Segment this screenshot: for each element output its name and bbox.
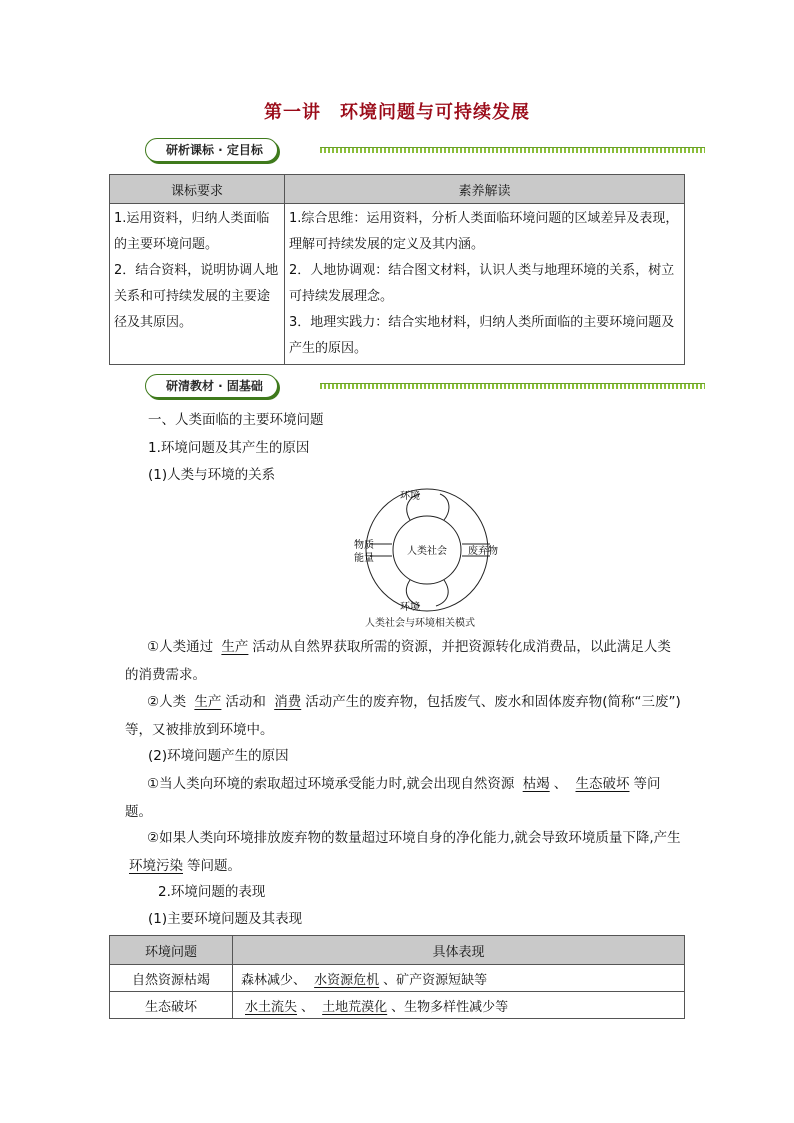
literacy-cell (285, 204, 685, 365)
section-banner-standards (145, 138, 705, 164)
text: ②人类 (147, 694, 191, 710)
text: ①当人类向环境的索取超过环境承受能力时,就会出现自然资源 (147, 776, 519, 792)
subheading: (1)人类与环境的关系 (148, 467, 276, 483)
text: 等问题。 (125, 776, 661, 820)
literacy-item: 3．地理实践力：结合实地材料，归纳人类所面临的主要环境问题及产生的原因。 (289, 315, 675, 356)
standards-cell (110, 204, 285, 365)
paragraph-2 (125, 688, 683, 744)
standard-item: 2．结合资料，说明协调人地关系和可持续发展的主要途径及其原因。 (114, 263, 279, 330)
text: 活动和 (225, 694, 271, 710)
diagram-label-bottom: 环境 (400, 602, 420, 613)
issue-name: 生态破坏 (110, 992, 233, 1019)
diagram-label-waste: 废弃物 (468, 546, 498, 557)
table-header: 环境问题 (110, 936, 233, 965)
diagram-label-top: 环境 (400, 491, 420, 502)
issue-detail (233, 992, 685, 1019)
issue-name: 自然资源枯竭 (110, 965, 233, 992)
page-title: 第一讲 环境问题与可持续发展 (264, 102, 530, 123)
table-header: 素养解读 (285, 175, 685, 204)
paragraph-4 (125, 824, 683, 880)
subheading: (1)主要环境问题及其表现 (148, 911, 303, 927)
fill-blank: 水土流失 (245, 999, 298, 1015)
standard-item: 1.运用资料，归纳人类面临的主要环境问题。 (114, 211, 270, 252)
fill-blank: 土地荒漠化 (322, 999, 388, 1015)
section-banner-textbook (145, 374, 705, 400)
subheading: 1.环境问题及其产生的原因 (148, 440, 310, 456)
banner-label: 研析课标 · 定目标 (145, 138, 278, 162)
table-row (110, 965, 685, 992)
table-row (110, 992, 685, 1019)
banner-divider (320, 147, 705, 153)
text: 、生物多样性减少等 (391, 999, 509, 1015)
literacy-item: 2．人地协调观：结合图文材料，认识人类与地理环境的关系，树立可持续发展理念。 (289, 263, 675, 304)
fill-blank: 水资源危机 (314, 972, 380, 988)
text: 森林减少、 (241, 972, 311, 988)
text: ②如果人类向环境排放废弃物的数量超过环境自身的净化能力,就会导致环境质量下降,产生 (147, 830, 681, 846)
text: 、 (301, 999, 319, 1015)
table-header: 课标要求 (110, 175, 285, 204)
fill-blank: 生态破坏 (575, 776, 630, 792)
diagram-label-energy: 能量 (354, 553, 374, 564)
subheading: 2.环境问题的表现 (158, 884, 266, 900)
paragraph-1 (125, 633, 683, 689)
issue-detail (233, 965, 685, 992)
text: 活动产生的废弃物，包括废气、废水和固体废弃物(简称“三废”)等，又被排放到环境中。 (125, 694, 681, 738)
fill-blank: 生产 (221, 639, 249, 655)
paragraph-3 (125, 770, 683, 826)
diagram-caption: 人类社会与环境相关模式 (365, 618, 475, 629)
text: 等问题。 (187, 858, 241, 874)
text: ①人类通过 (147, 639, 218, 655)
diagram-label-material: 物质 (354, 540, 374, 551)
table-header: 具体表现 (233, 936, 685, 965)
text: 活动从自然界获取所需的资源，并把资源转化成消费品，以此满足人类的消费需求。 (125, 639, 671, 683)
human-environment-diagram (340, 486, 510, 614)
issues-table (109, 935, 685, 1019)
fill-blank: 生产 (194, 694, 222, 710)
text: 、 (553, 776, 572, 792)
subheading: (2)环境问题产生的原因 (148, 748, 289, 764)
fill-blank: 消费 (274, 694, 302, 710)
banner-label: 研清教材 · 固基础 (145, 374, 278, 398)
banner-divider (320, 383, 705, 389)
fill-blank: 枯竭 (522, 776, 550, 792)
standards-table (109, 174, 685, 365)
fill-blank: 环境污染 (129, 858, 183, 874)
literacy-item: 1.综合思维：运用资料，分析人类面临环境问题的区域差异及表现， 理解可持续发展的定义及其内涵。 (289, 211, 679, 252)
text: 、矿产资源短缺等 (383, 972, 488, 988)
diagram-label-center: 人类社会 (407, 546, 447, 557)
section-heading: 一、人类面临的主要环境问题 (148, 412, 324, 428)
